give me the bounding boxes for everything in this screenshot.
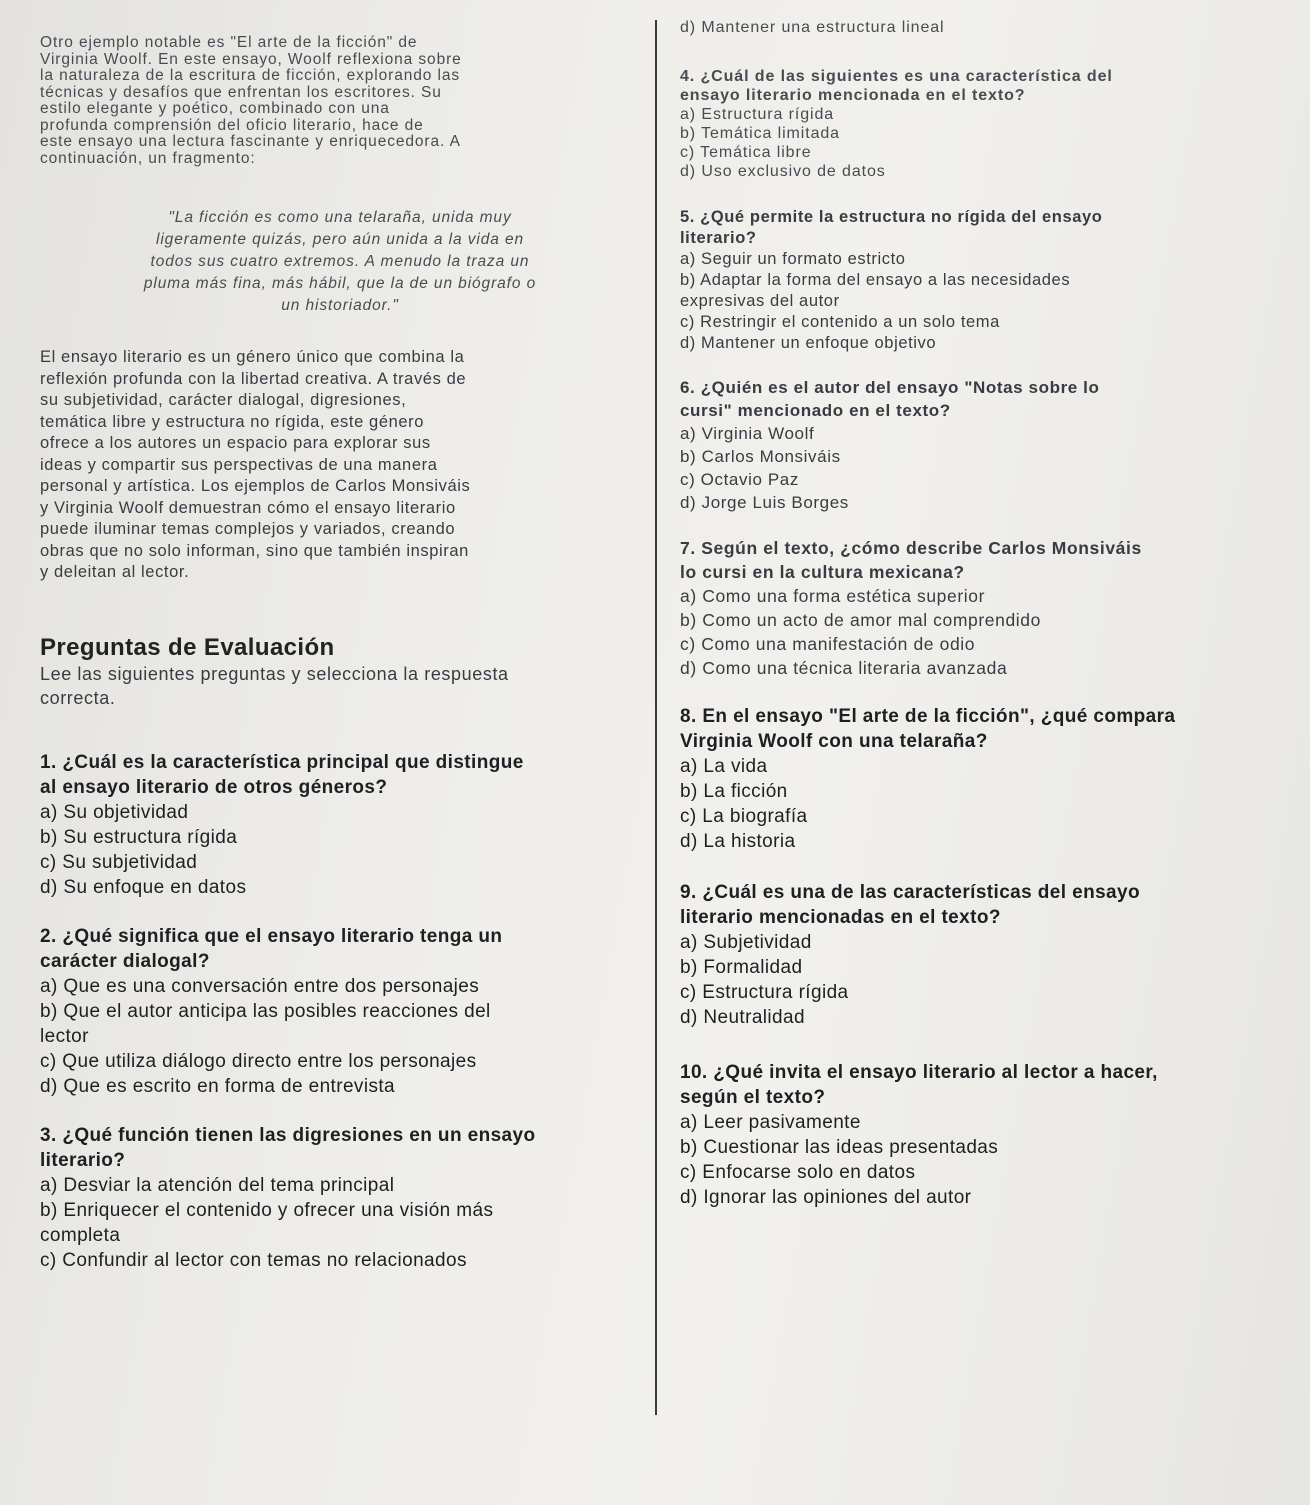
question-3-continued (680, 20, 1280, 37)
text-line: reflexión profunda con la libertad creativa. A través de (40, 369, 467, 388)
question-text: literario? (40, 1149, 126, 1171)
question-text: ensayo literario mencionada en el texto? (680, 86, 1026, 104)
answer-option[interactable]: lector (40, 1025, 89, 1047)
question-text: carácter dialogal? (40, 950, 210, 972)
text-line: personal y artística. Los ejemplos de Carlos Monsiváis (40, 477, 471, 495)
question-text: 6. ¿Quién es el autor del ensayo "Notas sobre lo (680, 377, 1100, 397)
text-line: estilo elegante y poético, combinado con una (40, 100, 390, 117)
text-line: obras que no solo informan, sino que también inspiran (40, 541, 469, 560)
answer-option[interactable]: d) Mantener una estructura lineal (680, 19, 945, 36)
answer-option[interactable]: b) Adaptar la forma del ensayo a las necesidades (680, 270, 1071, 289)
column-divider (655, 20, 657, 1415)
question-text: 7. Según el texto, ¿cómo describe Carlos Monsiváis (680, 537, 1142, 558)
question-9 (680, 880, 1280, 1030)
answer-option[interactable]: d) Que es escrito en forma de entrevista (40, 1075, 395, 1097)
text-line: ideas y compartir sus perspectivas de una manera (40, 455, 438, 474)
answer-option[interactable]: c) Restringir el contenido a un solo tema (680, 312, 1000, 331)
summary-paragraph (40, 347, 640, 584)
answer-option[interactable]: b) Como un acto de amor mal comprendido (680, 609, 1041, 630)
question-text: lo cursi en la cultura mexicana? (680, 561, 965, 582)
quote-line: ligeramente quizás, pero aún unida a la vida en (155, 231, 525, 248)
text-line: su subjetividad, carácter dialogal, digresiones, (40, 391, 407, 409)
text-line: la naturaleza de la escritura de ficción, explorando las (40, 67, 461, 84)
quote-line: todos sus cuatro extremos. A menudo la traza un (150, 253, 530, 270)
answer-option[interactable]: d) Su enfoque en datos (40, 876, 247, 898)
question-text: según el texto? (680, 1086, 826, 1108)
question-text: 9. ¿Cuál es una de las características del ensayo (680, 881, 1140, 903)
quote-line: pluma más fina, más hábil, que la de un biógrafo o (143, 275, 537, 292)
text-line: Otro ejemplo notable es "El arte de la ficción" de (40, 34, 418, 51)
question-3 (40, 1123, 640, 1273)
question-2 (40, 924, 640, 1099)
answer-option[interactable]: d) Ignorar las opiniones del autor (680, 1186, 972, 1208)
answer-option[interactable]: c) Como una manifestación de odio (680, 633, 976, 654)
text-line: temática libre y estructura no rígida, este género (40, 412, 425, 431)
answer-option[interactable]: a) Como una forma estética superior (680, 585, 986, 606)
text-line: puede iluminar temas complejos y variados, creando (40, 520, 456, 538)
question-8 (680, 704, 1280, 854)
question-text: 1. ¿Cuál es la característica principal que distingue (40, 751, 524, 773)
answer-option[interactable]: a) Estructura rígida (680, 105, 835, 123)
question-text: Virginia Woolf con una telaraña? (680, 730, 988, 752)
answer-option[interactable]: c) Enfocarse solo en datos (680, 1161, 916, 1183)
answer-option[interactable]: c) Octavio Paz (680, 469, 799, 489)
answer-option[interactable]: b) Formalidad (680, 956, 803, 978)
text-line: técnicas y desafíos que enfrentan los escritores. Su (40, 83, 442, 101)
question-text: 3. ¿Qué función tienen las digresiones en un ensayo (40, 1124, 536, 1146)
question-text: 8. En el ensayo "El arte de la ficción", ¿qué compara (680, 705, 1176, 727)
answer-option[interactable]: b) Cuestionar las ideas presentadas (680, 1136, 999, 1158)
answer-option[interactable]: b) Temática limitada (680, 124, 840, 142)
answer-option[interactable]: completa (40, 1224, 121, 1246)
quote-line: "La ficción es como una telaraña, unida muy (168, 209, 512, 226)
answer-option[interactable]: b) Carlos Monsiváis (680, 446, 841, 466)
question-text: literario? (680, 228, 757, 247)
text-line: El ensayo literario es un género único que combina la (40, 348, 465, 366)
answer-option[interactable]: c) Que utiliza diálogo directo entre los personajes (40, 1050, 477, 1072)
answer-option[interactable]: c) Estructura rígida (680, 981, 849, 1003)
answer-option[interactable]: a) Seguir un formato estricto (680, 249, 906, 268)
answer-option[interactable]: d) Como una técnica literaria avanzada (680, 657, 1008, 678)
text-line: Virginia Woolf. En este ensayo, Woolf reflexiona sobre (40, 50, 462, 68)
text-line: este ensayo una lectura fascinante y enriquecedora. A (40, 133, 461, 150)
answer-option[interactable]: c) Confundir al lector con temas no relacionados (40, 1249, 467, 1271)
answer-option[interactable]: a) Que es una conversación entre dos personajes (40, 975, 480, 997)
question-6 (680, 376, 1280, 514)
answer-option[interactable]: a) Virginia Woolf (680, 423, 815, 443)
question-4 (680, 67, 1280, 181)
text-line: Lee las siguientes preguntas y selecciona la respuesta (40, 663, 509, 684)
woolf-quote (40, 207, 640, 317)
answer-option[interactable]: a) Leer pasivamente (680, 1111, 861, 1133)
text-line: correcta. (40, 687, 116, 708)
question-5 (680, 207, 1280, 354)
text-line: continuación, un fragmento: (40, 149, 256, 167)
answer-option[interactable]: c) Su subjetividad (40, 851, 198, 873)
quote-line: un historiador." (281, 297, 399, 314)
answer-option[interactable]: d) Mantener un enfoque objetivo (680, 333, 937, 352)
question-7 (680, 536, 1280, 680)
intro-paragraph (40, 35, 640, 167)
answer-option[interactable]: b) Su estructura rígida (40, 826, 238, 848)
evaluation-section (40, 634, 640, 710)
answer-option[interactable]: expresivas del autor (680, 291, 840, 310)
section-title: Preguntas de Evaluación (40, 633, 335, 661)
answer-option[interactable]: b) Que el autor anticipa las posibles reacciones del (40, 1000, 491, 1022)
answer-option[interactable]: d) La historia (680, 830, 796, 852)
question-10 (680, 1060, 1280, 1210)
question-text: literario mencionadas en el texto? (680, 906, 1001, 928)
instructions (40, 662, 640, 710)
answer-option[interactable]: c) La biografía (680, 805, 808, 827)
answer-option[interactable]: b) Enriquecer el contenido y ofrecer una visión más (40, 1199, 494, 1221)
question-text: al ensayo literario de otros géneros? (40, 776, 388, 798)
question-text: 10. ¿Qué invita el ensayo literario al lector a hacer, (680, 1061, 1158, 1083)
text-line: ofrece a los autores un espacio para explorar sus (40, 434, 431, 452)
question-text: 5. ¿Qué permite la estructura no rígida del ensayo (680, 207, 1103, 226)
answer-option[interactable]: d) Neutralidad (680, 1006, 805, 1028)
question-text: cursi" mencionado en el texto? (680, 400, 951, 420)
question-1 (40, 750, 640, 900)
question-text: 2. ¿Qué significa que el ensayo literario tenga un (40, 925, 503, 947)
answer-option[interactable]: a) Su objetividad (40, 801, 189, 823)
answer-option[interactable]: b) La ficción (680, 780, 788, 802)
answer-option[interactable]: d) Jorge Luis Borges (680, 492, 849, 512)
answer-option[interactable]: c) Temática libre (680, 143, 812, 161)
text-line: y deleitan al lector. (40, 563, 190, 581)
text-line: profunda comprensión del oficio literario, hace de (40, 116, 424, 134)
left-column (40, 35, 640, 1273)
answer-option[interactable]: a) Subjetividad (680, 931, 812, 953)
answer-option[interactable]: a) Desviar la atención del tema principal (40, 1174, 395, 1196)
answer-option[interactable]: a) La vida (680, 755, 768, 777)
right-column (680, 20, 1280, 1210)
text-line: y Virginia Woolf demuestran cómo el ensayo literario (40, 498, 456, 517)
answer-option[interactable]: d) Uso exclusivo de datos (680, 162, 886, 180)
question-text: 4. ¿Cuál de las siguientes es una característica del (680, 67, 1113, 85)
